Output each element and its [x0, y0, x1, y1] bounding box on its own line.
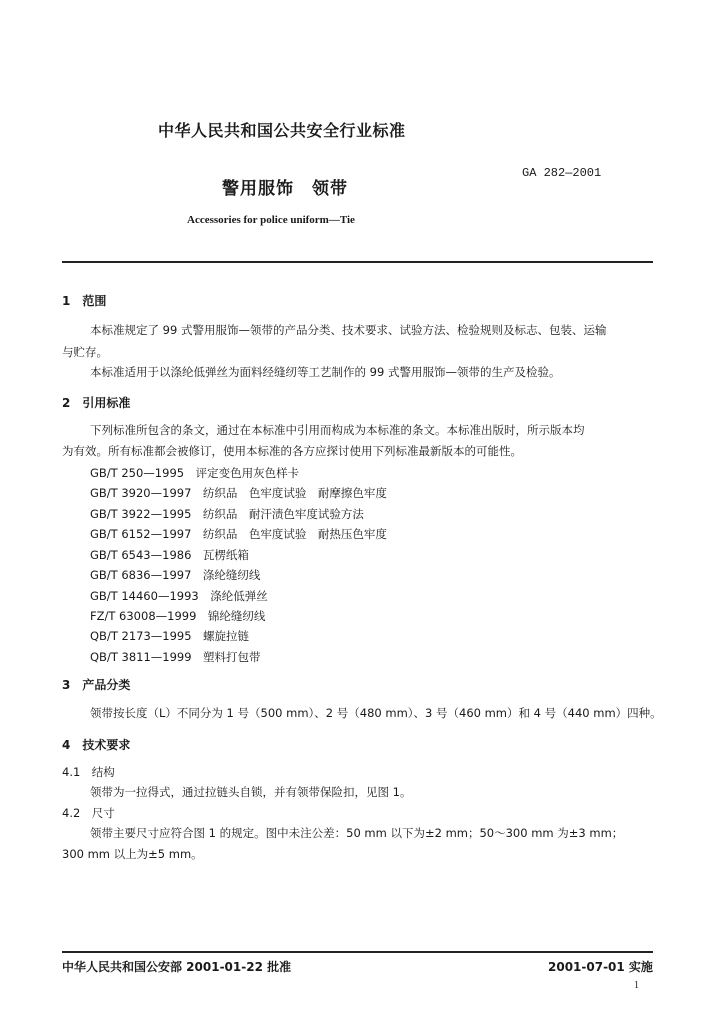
section-1-heading: 1 范围: [62, 294, 107, 308]
section-1-paragraph-1-line-1: 本标准规定了 99 式警用服饰—领带的产品分类、技术要求、试验方法、检验规则及标志、包装、运输: [90, 323, 607, 337]
document-title-en: Accessories for police uniform—Tie: [187, 214, 355, 226]
section-4-2-paragraph-line-2: 300 mm 以上为±5 mm。: [62, 847, 203, 861]
reference-item: FZ/T 63008—1999 锦纶缝纫线: [90, 609, 266, 623]
reference-item: GB/T 3920—1997 纺织品 色牢度试验 耐摩擦色牢度: [90, 486, 387, 500]
document-title-cn: 警用服饰 领带: [222, 179, 348, 199]
section-4-heading: 4 技术要求: [62, 738, 131, 752]
reference-item: GB/T 6543—1986 瓦楞纸箱: [90, 548, 249, 562]
reference-item: QB/T 2173—1995 螺旋拉链: [90, 629, 250, 643]
header-divider: [62, 261, 653, 263]
section-2-paragraph-line-2: 为有效。所有标准都会被修订，使用本标准的各方应探讨使用下列标准最新版本的可能性。: [62, 444, 522, 458]
reference-item: GB/T 3922—1995 纺织品 耐汗渍色牢度试验方法: [90, 507, 364, 521]
section-1-paragraph-2: 本标准适用于以涤纶低弹丝为面料经缝纫等工艺制作的 99 式警用服饰—领带的生产及检验。: [90, 365, 561, 379]
section-2-paragraph-line-1: 下列标准所包含的条文，通过在本标准中引用而构成为本标准的条文。本标准出版时，所示版本均: [90, 423, 585, 437]
section-4-2-paragraph-line-1: 领带主要尺寸应符合图 1 的规定。图中未注公差：50 mm 以下为±2 mm；50～300 mm 为±3 mm；: [90, 826, 624, 840]
issuer-approval: 中华人民共和国公安部 2001-01-22 批准: [62, 960, 292, 974]
reference-item: GB/T 14460—1993 涤纶低弹丝: [90, 589, 268, 603]
reference-item: GB/T 250—1995 评定变色用灰色样卡: [90, 466, 300, 480]
effective-date: 2001-07-01 实施: [548, 960, 653, 974]
section-3-heading: 3 产品分类: [62, 678, 131, 692]
standard-number: GA 282—2001: [522, 166, 602, 180]
reference-item: GB/T 6836—1997 涤纶缝纫线: [90, 568, 261, 582]
section-4-1-heading: 4.1 结构: [62, 765, 115, 779]
footer-divider: [62, 951, 653, 953]
reference-item: QB/T 3811—1999 塑料打包带: [90, 650, 261, 664]
section-2-heading: 2 引用标准: [62, 396, 131, 410]
section-4-2-heading: 4.2 尺寸: [62, 806, 115, 820]
section-4-1-paragraph: 领带为一拉得式，通过拉链头自锁，并有领带保险扣，见图 1。: [90, 785, 412, 799]
page-number: 1: [634, 980, 639, 991]
section-3-paragraph: 领带按长度（L）不同分为 1 号（500 mm）、2 号（480 mm）、3 号（460 mm）和 4 号（440 mm）四种。: [90, 706, 662, 720]
reference-item: GB/T 6152—1997 纺织品 色牢度试验 耐热压色牢度: [90, 527, 387, 541]
industry-standard-header: 中华人民共和国公共安全行业标准: [158, 121, 406, 140]
section-1-paragraph-1-line-2: 与贮存。: [62, 345, 108, 359]
